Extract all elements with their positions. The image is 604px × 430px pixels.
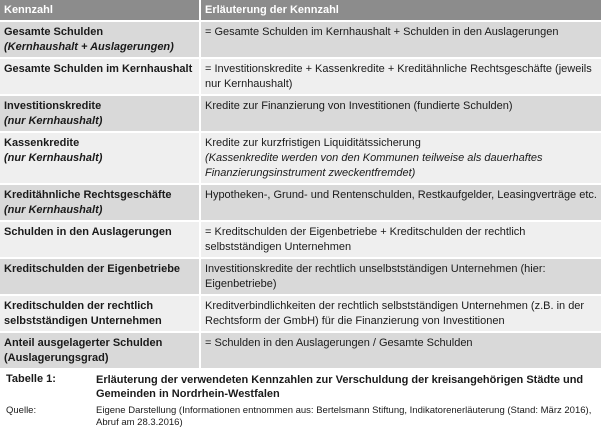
erlaeuterung-note: (Kassenkredite werden von den Kommunen teilweise als dauerhaftes Finanzierungsinstrument zweckentfremdet) <box>205 152 543 179</box>
kennzahl-scope: (nur Kernhaushalt) <box>4 115 103 127</box>
table-row <box>0 95 602 132</box>
table-caption <box>6 373 600 429</box>
erlaeuterung-cell: = Gesamte Schulden im Kernhaushalt + Schulden in den Auslagerungen <box>200 21 602 58</box>
kennzahl-cell <box>0 184 200 221</box>
kennzahl-name: Kreditschulden der rechtlich selbstständigen Unternehmen <box>4 300 162 327</box>
header-erlaeuterung: Erläuterung der Kennzahl <box>200 0 602 21</box>
kennzahl-scope: (nur Kernhaushalt) <box>4 204 103 216</box>
table-row <box>0 21 602 58</box>
table-row <box>0 132 602 184</box>
erlaeuterung-text: Kredite zur kurzfristigen Liquiditätssicherung <box>205 137 421 149</box>
table-header-row <box>0 0 602 21</box>
kennzahl-cell <box>0 95 200 132</box>
kennzahl-name: Kassenkredite <box>4 137 80 149</box>
source-text: Eigene Darstellung (Informationen entnommen aus: Bertelsmann Stiftung, Indikatorenerläuterung (Stand: März 2016), Abruf am 28.3.2016) <box>96 405 592 428</box>
kennzahl-name: Gesamte Schulden <box>4 26 104 38</box>
kennzahl-cell <box>0 21 200 58</box>
caption-label: Tabelle 1: <box>6 373 56 385</box>
kennzahl-name: Schulden in den Auslagerungen <box>4 226 172 238</box>
header-kennzahl: Kennzahl <box>0 0 200 21</box>
table-row <box>0 295 602 332</box>
table-row <box>0 184 602 221</box>
kennzahl-cell <box>0 258 200 295</box>
kennzahl-cell <box>0 295 200 332</box>
table-row <box>0 221 602 258</box>
table-row <box>0 332 602 368</box>
kennzahl-cell <box>0 132 200 184</box>
erlaeuterung-cell: = Schulden in den Auslagerungen / Gesamte Schulden <box>200 332 602 368</box>
kennzahl-cell <box>0 58 200 95</box>
kennzahl-name: Kreditähnliche Rechtsgeschäfte <box>4 189 172 201</box>
erlaeuterung-cell: Kreditverbindlichkeiten der rechtlich selbstständigen Unternehmen (z.B. in der Rechtsform der GmbH) für die Finanzierung von Investitionen <box>200 295 602 332</box>
kennzahl-name: Kreditschulden der Eigenbetriebe <box>4 263 181 275</box>
kennzahl-scope: (Kernhaushalt + Auslagerungen) <box>4 41 174 53</box>
erlaeuterung-cell: Kredite zur Finanzierung von Investitionen (fundierte Schulden) <box>200 95 602 132</box>
source-row <box>6 405 600 429</box>
kennzahl-name: Investitionskredite <box>4 100 102 112</box>
table-row <box>0 58 602 95</box>
erlaeuterung-cell <box>200 132 602 184</box>
source-label: Quelle: <box>6 405 37 416</box>
erlaeuterung-cell: = Kreditschulden der Eigenbetriebe + Kreditschulden der rechtlich selbstständigen Unternehmen <box>200 221 602 258</box>
kennzahl-name: Anteil ausgelagerter Schulden (Auslagerungsgrad) <box>4 337 163 364</box>
erlaeuterung-cell: = Investitionskredite + Kassenkredite + Kreditähnliche Rechtsgeschäfte (jeweils nur Kernhaushalt) <box>200 58 602 95</box>
caption-text: Erläuterung der verwendeten Kennzahlen zur Verschuldung der kreisangehörigen Städte und Gemeinden in Nordrhein-Westfalen <box>96 374 584 400</box>
kennzahl-cell <box>0 332 200 368</box>
erlaeuterung-cell: Investitionskredite der rechtlich unselbstständigen Unternehmen (hier: Eigenbetriebe) <box>200 258 602 295</box>
caption-row <box>6 373 600 401</box>
table-row <box>0 258 602 295</box>
kennzahl-cell <box>0 221 200 258</box>
erlaeuterung-cell: Hypotheken-, Grund- und Rentenschulden, Restkaufgelder, Leasingverträge etc. <box>200 184 602 221</box>
kennzahl-scope: (nur Kernhaushalt) <box>4 152 103 164</box>
kennzahl-name: Gesamte Schulden im Kernhaushalt <box>4 63 193 75</box>
